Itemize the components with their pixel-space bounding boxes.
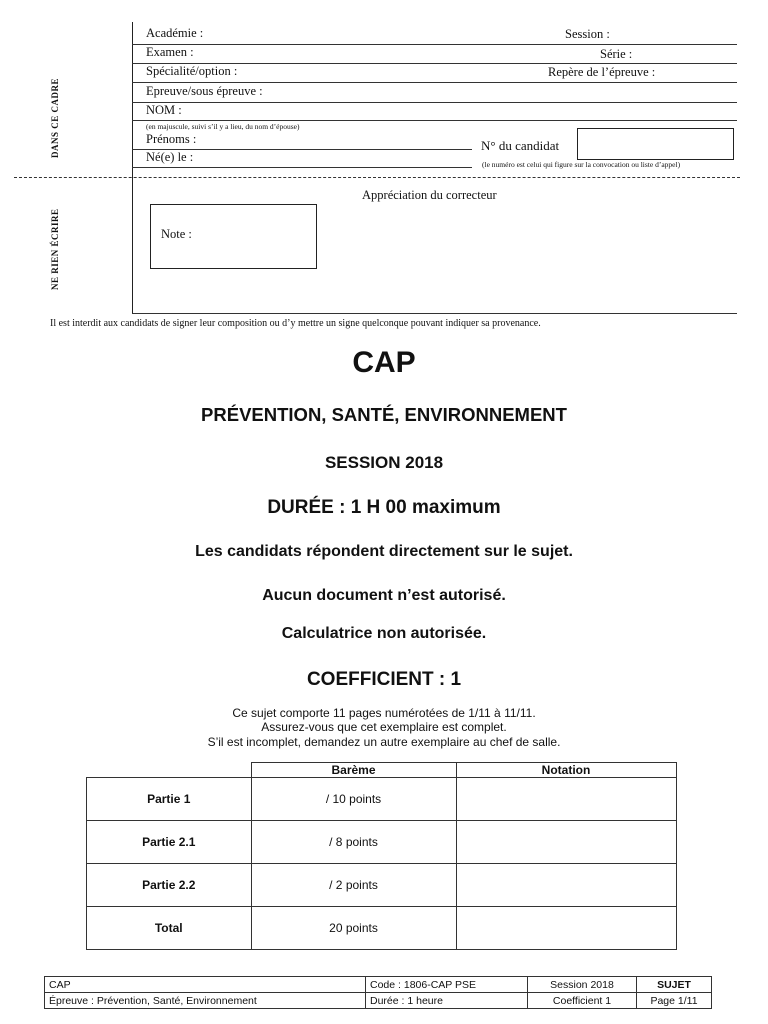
appreciation-label: Appréciation du correcteur	[362, 188, 497, 202]
session-title: SESSION 2018	[324, 453, 444, 472]
footer-page: Page 1/11	[637, 993, 712, 1009]
row-bareme: / 2 points	[251, 864, 456, 907]
epreuve-label: Epreuve/sous épreuve :	[146, 84, 263, 98]
row-bareme: / 10 points	[251, 778, 456, 821]
coefficient-title: COEFFICIENT : 1	[306, 669, 462, 690]
candidat-note: (le numéro est celui qui figure sur la convocation ou liste d’appel)	[482, 160, 681, 169]
examen-label: Examen :	[146, 45, 194, 59]
table-row	[87, 907, 677, 950]
subject-title: PRÉVENTION, SANTÉ, ENVIRONNEMENT	[201, 404, 567, 425]
divider	[132, 313, 737, 314]
notation-header: Notation	[456, 763, 676, 778]
divider	[132, 167, 472, 168]
bareme-header: Barème	[251, 763, 456, 778]
ne-le-label: Né(e) le :	[146, 150, 194, 164]
info-1: Ce sujet comporte 11 pages numérotées de 1/11 à 11/11.	[232, 706, 536, 720]
footer-table	[44, 976, 712, 1009]
candidat-number-box[interactable]	[577, 128, 734, 160]
instruction-2: Aucun document n’est autorisé.	[262, 587, 506, 604]
repere-label: Repère de l’épreuve :	[548, 65, 656, 79]
info-2: Assurez-vous que cet exemplaire est complet.	[261, 720, 507, 734]
side-label-ne-rien-ecrire: NE RIEN ÉCRIRE	[50, 208, 60, 290]
serie-label: Série :	[600, 47, 633, 61]
footer-coefficient: Coefficient 1	[528, 993, 637, 1009]
row-bareme: / 8 points	[251, 821, 456, 864]
row-notation[interactable]	[456, 907, 676, 950]
info-3: S’il est incomplet, demandez un autre exemplaire au chef de salle.	[207, 735, 561, 749]
session-label: Session :	[565, 27, 610, 41]
footer-sujet: SUJET	[637, 977, 712, 993]
row-label: Partie 2.1	[87, 821, 252, 864]
candidat-number-label: N° du candidat	[481, 138, 560, 153]
interdit-notice: Il est interdit aux candidats de signer leur composition ou d’y mettre un signe quelconque pouvant indiquer sa provenance.	[50, 318, 541, 329]
row-bareme: 20 points	[251, 907, 456, 950]
score-table	[86, 762, 677, 950]
note-label: Note :	[161, 227, 192, 241]
instruction-1: Les candidats répondent directement sur le sujet.	[195, 543, 573, 560]
table-row	[87, 821, 677, 864]
nom-label: NOM :	[146, 103, 182, 117]
side-label-dans-ce-cadre: DANS CE CADRE	[50, 77, 60, 158]
footer-duree: Durée : 1 heure	[366, 993, 528, 1009]
divider	[132, 44, 737, 45]
footer-code: Code : 1806-CAP PSE	[366, 977, 528, 993]
cut-line	[14, 177, 740, 178]
score-table-corner	[87, 763, 252, 778]
specialite-label: Spécialité/option :	[146, 64, 238, 78]
nom-note: (en majuscule, suivi s’il y a lieu, du nom d’épouse)	[146, 122, 300, 131]
row-notation[interactable]	[456, 821, 676, 864]
instruction-3: Calculatrice non autorisée.	[281, 625, 487, 642]
footer-exam: CAP	[45, 977, 366, 993]
exam-title: CAP	[352, 346, 416, 379]
row-notation[interactable]	[456, 864, 676, 907]
row-label: Partie 2.2	[87, 864, 252, 907]
footer-epreuve: Épreuve : Prévention, Santé, Environnement	[45, 993, 366, 1009]
divider	[132, 82, 737, 83]
footer-session: Session 2018	[528, 977, 637, 993]
table-row	[87, 864, 677, 907]
header-left-border	[132, 22, 133, 314]
prenoms-label: Prénoms :	[146, 132, 197, 146]
note-box[interactable]	[150, 204, 317, 269]
divider	[132, 102, 737, 103]
academie-label: Académie :	[146, 26, 204, 40]
row-label: Total	[87, 907, 252, 950]
table-row	[87, 778, 677, 821]
row-notation[interactable]	[456, 778, 676, 821]
row-label: Partie 1	[87, 778, 252, 821]
duree-title: DURÉE : 1 H 00 maximum	[267, 497, 501, 518]
divider	[132, 120, 737, 121]
